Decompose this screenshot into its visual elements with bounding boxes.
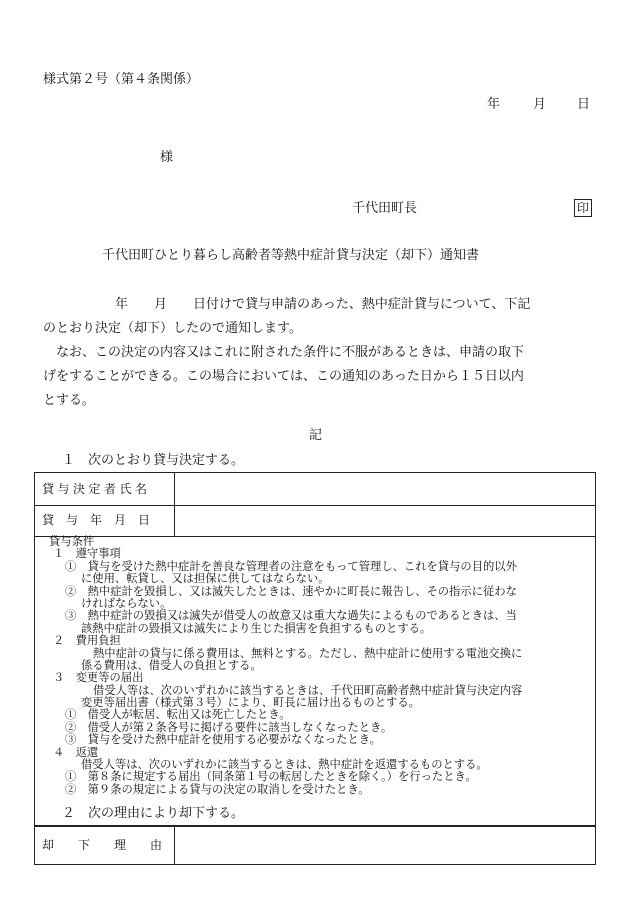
date-year: 年 xyxy=(487,97,501,112)
date-day: 日 xyxy=(577,97,591,112)
table-column-divider xyxy=(174,472,175,536)
condition-line: ② 借受人が第２条各号に掲げる要件に該当しなくなったとき。 xyxy=(65,720,393,734)
condition-line: ② 熱中症計を毀損し、又は滅失したときは、速やかに町長に報告し、その指示に従わな xyxy=(65,584,517,598)
condition-line: ① 借受人が転居、転出又は死亡したとき。 xyxy=(65,708,291,722)
intro-line: 年 月 日付けで貸与申請のあった、熱中症計貸与について、下記 xyxy=(115,297,531,312)
intro-line: とする。 xyxy=(43,393,96,408)
intro-line: なお、この決定の内容又はこれに附された条件に不服があるときは、申請の取下 xyxy=(56,345,525,360)
loan-date-value[interactable] xyxy=(178,508,590,534)
recipient-suffix: 様 xyxy=(160,150,174,165)
condition-line: ければならない。 xyxy=(81,596,172,610)
rejection-reason-label: 却 下 理 由 xyxy=(42,838,163,852)
ki-mark: 記 xyxy=(309,428,323,443)
table-column-divider xyxy=(174,825,175,865)
condition-line: ① 第８条に規定する届出（同条第１号の転居したときを除く。）を行ったとき。 xyxy=(65,770,477,784)
condition-line: ２ 費用負担 xyxy=(53,634,121,648)
condition-line: 該熱中症計の毀損又は滅失により生じた損害を負担するものとする。 xyxy=(81,621,432,635)
condition-line: ① 貸与を受けた熱中症計を善良な管理者の注意をもって管理し、これを貸与の目的以外 xyxy=(65,559,517,573)
loan-conditions xyxy=(49,536,593,796)
loan-date-label: 貸 与 年 月 日 xyxy=(42,513,151,527)
condition-line: ② 第９条の規定による貸与の決定の取消しを受けたとき。 xyxy=(65,782,370,796)
document-title: 千代田町ひとり暮らし高齢者等熱中症計貸与決定（却下）通知書 xyxy=(102,248,480,263)
recipient-name-label: 貸与決定者氏名 xyxy=(42,482,151,496)
issuer: 千代田町長 xyxy=(352,201,418,216)
condition-line: 借受人等は、次のいずれかに該当するときは、熱中症計を返還するものとする。 xyxy=(81,758,488,772)
condition-line: ③ 貸与を受けた熱中症計を使用する必要がなくなったとき。 xyxy=(65,733,381,747)
section1-heading: １ 次のとおり貸与決定する。 xyxy=(62,453,245,468)
intro-paragraph xyxy=(43,293,590,413)
condition-line: 変更等届出書（様式第３号）により、町長に届け出るものとする。 xyxy=(81,696,420,710)
date-month: 月 xyxy=(533,97,547,112)
rejection-reason-value[interactable] xyxy=(178,828,590,862)
condition-line: 貸与条件 xyxy=(49,535,95,548)
intro-line: のとおり決定（却下）したので通知します。 xyxy=(43,321,302,336)
condition-line: ３ 変更等の届出 xyxy=(53,671,144,685)
condition-line: 係る費用は、借受人の負担とする。 xyxy=(81,658,262,672)
intro-line: げをすることができる。この場合においては、この通知のあった日から１５日以内 xyxy=(43,369,524,384)
condition-line: １ 遵守事項 xyxy=(53,547,121,561)
condition-line: ③ 熱中症計の毀損又は滅失が借受人の故意又は重大な過失によるものであるときは、当 xyxy=(65,609,517,623)
recipient-name-value[interactable] xyxy=(178,475,590,503)
condition-line: 熱中症計の貸与に係る費用は、無料とする。ただし、熱中症計に使用する電池交換に xyxy=(93,646,523,660)
table-divider xyxy=(34,505,596,506)
condition-line: ４ 返還 xyxy=(53,745,99,759)
section2-heading: ２ 次の理由により却下する。 xyxy=(62,806,245,821)
condition-line: に使用、転貸し、又は担保に供してはならない。 xyxy=(81,572,330,586)
seal-stamp: 印 xyxy=(574,199,592,217)
condition-line: 借受人等は、次のいずれかに該当するときは、千代田町高齢者熱中症計貸与決定内容 xyxy=(93,683,523,697)
form-label: 様式第２号（第４条関係） xyxy=(43,72,200,87)
